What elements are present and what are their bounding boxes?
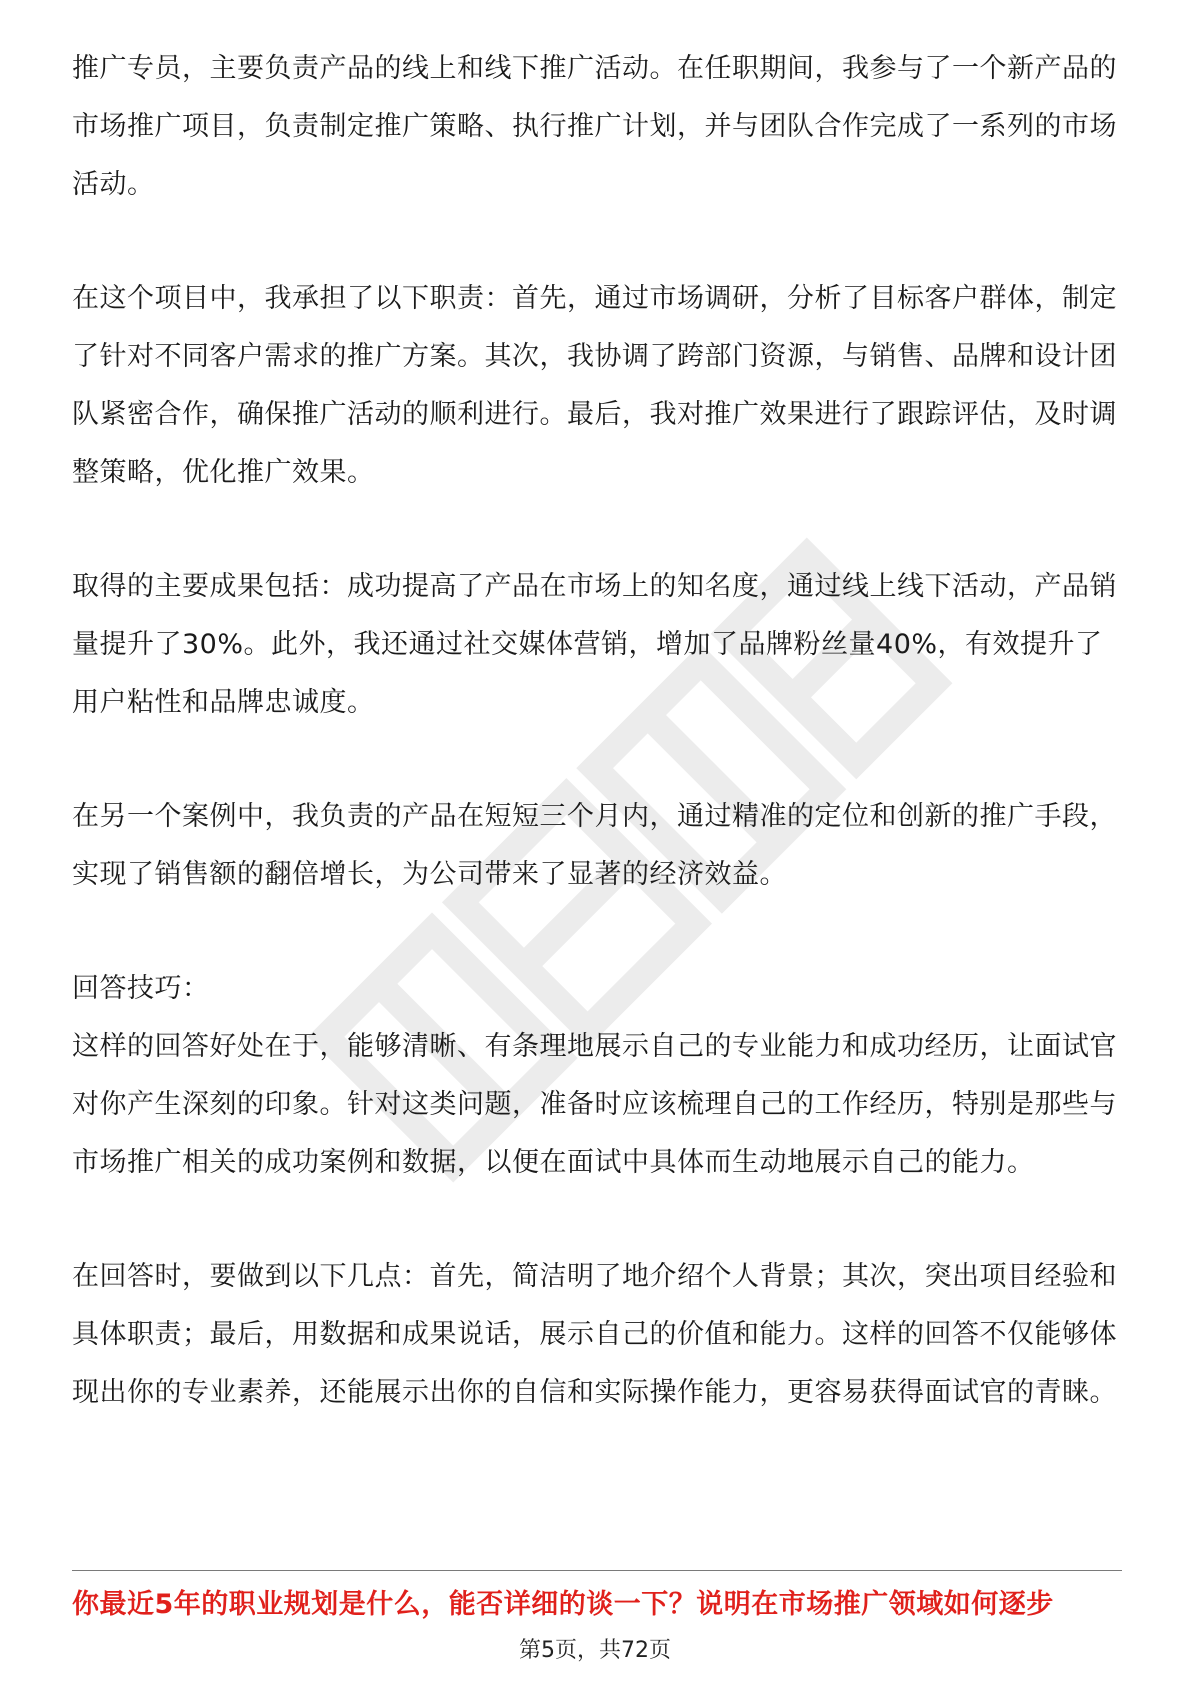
tips-heading: 回答技巧：: [72, 973, 210, 1004]
page-number: 第5页，共72页: [519, 1638, 671, 1663]
closing-paragraph: 在回答时，要做到以下几点：首先，简洁明了地介绍个人背景；其次，突出项目经验和具体职责；最后，用数据和成果说话，展示自己的价值和能力。这样的回答不仅能够体现出你的专业素养，还能展示出你的自信和实际操作能力，更容易获得面试官的青睐。: [72, 1261, 1117, 1408]
body-paragraph-3: 取得的主要成果包括：成功提高了产品在市场上的知名度，通过线上线下活动，产品销量提升了30%。此外，我还通过社交媒体营销，增加了品牌粉丝量40%，有效提升了用户粘性和品牌忠诚度。: [72, 571, 1117, 718]
body-paragraph-2: 在这个项目中，我承担了以下职责：首先，通过市场调研，分析了目标客户群体，制定了针对不同客户需求的推广方案。其次，我协调了跨部门资源，与销售、品牌和设计团队紧密合作，确保推广活动的顺利进行。最后，我对推广效果进行了跟踪评估，及时调整策略，优化推广效果。: [72, 283, 1117, 488]
body-paragraph-4: 在另一个案例中，我负责的产品在短短三个月内，通过精准的定位和创新的推广手段，实现了销售额的翻倍增长，为公司带来了显著的经济效益。: [72, 801, 1117, 890]
next-question-heading: 你最近5年的职业规划是什么，能否详细的谈一下？说明在市场推广领域如何逐步: [72, 1589, 1054, 1620]
tips-paragraph: 这样的回答好处在于，能够清晰、有条理地展示自己的专业能力和成功经历，让面试官对你产生深刻的印象。针对这类问题，准备时应该梳理自己的工作经历，特别是那些与市场推广相关的成功案例和数据，以便在面试中具体而生动地展示自己的能力。: [72, 1031, 1117, 1178]
body-paragraph-1: 推广专员，主要负责产品的线上和线下推广活动。在任职期间，我参与了一个新产品的市场推广项目，负责制定推广策略、执行推广计划，并与团队合作完成了一系列的市场活动。: [72, 53, 1117, 200]
main-content: [72, 40, 1122, 1478]
footer-divider: [72, 1570, 1122, 1571]
